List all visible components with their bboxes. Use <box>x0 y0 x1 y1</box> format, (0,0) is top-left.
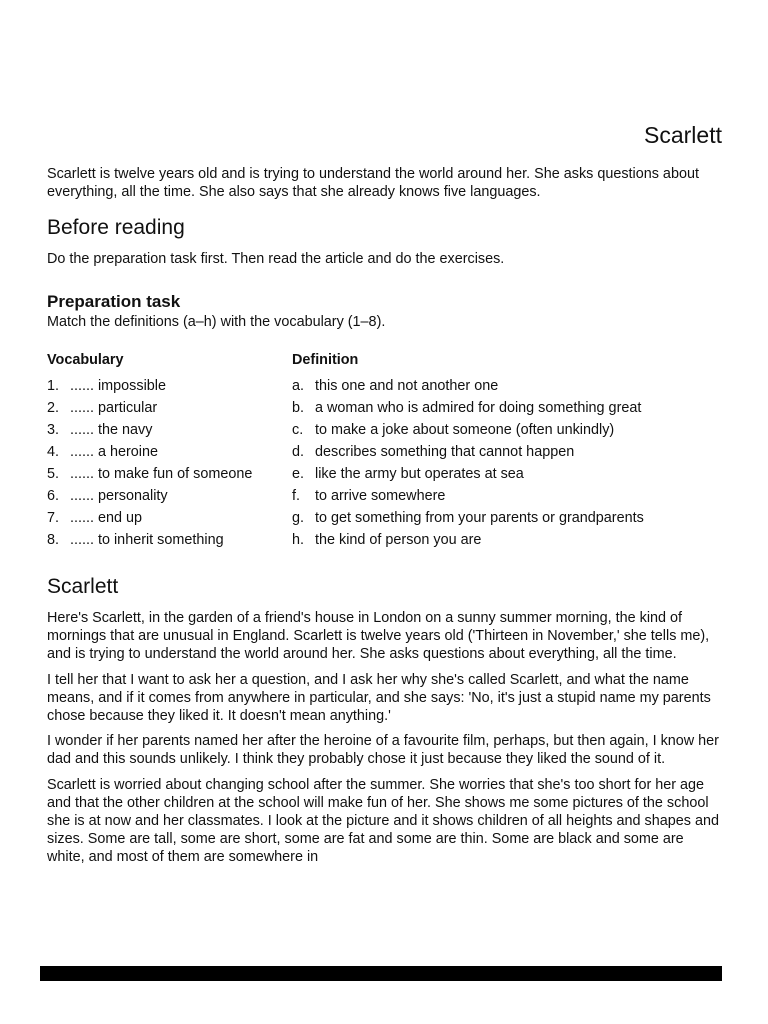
vocab-number: 3. <box>47 422 60 438</box>
vocab-row <box>47 465 722 487</box>
definition-text: the kind of person you are <box>315 532 482 548</box>
article-paragraph: I tell her that I want to ask her a question, and I ask her why she's called Scarlett, and what the name means, and if it comes from anywhere in particular, and she says: 'No, it's just a stupid name my parents chose because they liked it. It doesn't mean anything.' <box>47 671 711 725</box>
intro-paragraph: Scarlett is twelve years old and is trying to understand the world around her. She asks questions about everything, all the time. She also says that she already knows five languages. <box>47 166 699 201</box>
vocab-row <box>47 487 722 509</box>
definition-text: to arrive somewhere <box>315 488 446 504</box>
definition-text: this one and not another one <box>315 378 499 394</box>
vocab-number: 8. <box>47 532 60 548</box>
definition-letter: a. <box>292 378 305 394</box>
definition-text: describes something that cannot happen <box>315 444 575 460</box>
vocab-term: ...... to make fun of someone <box>70 466 253 482</box>
article-heading: Scarlett <box>47 575 119 598</box>
vocab-term: ...... particular <box>70 400 158 416</box>
definition-text: like the army but operates at sea <box>315 466 524 482</box>
vocab-row <box>47 377 722 399</box>
vocabulary-list <box>47 377 722 553</box>
definition-letter: d. <box>292 444 305 460</box>
vocab-term: ...... to inherit something <box>70 532 224 548</box>
definition-letter: b. <box>292 400 305 416</box>
vocab-number: 5. <box>47 466 60 482</box>
definition-letter: e. <box>292 466 305 482</box>
vocab-term: ...... a heroine <box>70 444 158 460</box>
definition-letter: g. <box>292 510 305 526</box>
definition-letter: h. <box>292 532 305 548</box>
vocab-term: ...... personality <box>70 488 168 504</box>
page-title: Scarlett <box>644 122 722 148</box>
vocab-number: 1. <box>47 378 60 394</box>
vocab-number: 6. <box>47 488 60 504</box>
definition-text: to make a joke about someone (often unkindly) <box>315 422 615 438</box>
vocab-term: ...... the navy <box>70 422 153 438</box>
vocab-term: ...... impossible <box>70 378 166 394</box>
before-reading-text: Do the preparation task first. Then read the article and do the exercises. <box>47 251 505 267</box>
vocab-term: ...... end up <box>70 510 143 526</box>
definition-letter: c. <box>292 422 304 438</box>
definition-text: to get something from your parents or grandparents <box>315 510 644 526</box>
vocab-row <box>47 421 722 443</box>
article-paragraph: Scarlett is worried about changing school after the summer. She worries that she's too short for her age and that the other children at the school will make fun of her. She shows me some pictures of the school she is at now and her classmates. I look at the picture and it shows children of all heights and shapes and sizes. Some are tall, some are short, some are fat and some are thin. Some are black and some are white, and most of them are somewhere in <box>47 776 719 866</box>
definition-letter: f. <box>292 488 300 504</box>
before-reading-heading: Before reading <box>47 216 185 239</box>
article-paragraph: I wonder if her parents named her after the heroine of a favourite film, perhaps, but then again, I know her dad and this sounds unlikely. I think they probably chose it just because they liked the sound of it. <box>47 733 719 768</box>
article-paragraph: Here's Scarlett, in the garden of a friend's house in London on a sunny summer morning, the kind of mornings that are unusual in England. Scarlett is twelve years old ('Thirteen in November,' she tells me), and is trying to understand the world around her. She asks questions about everything, all the time. <box>47 610 710 663</box>
vocabulary-column-header: Vocabulary <box>47 352 124 368</box>
vocab-row <box>47 443 722 465</box>
vocab-row <box>47 399 722 421</box>
vocab-number: 4. <box>47 444 60 460</box>
vocab-number: 7. <box>47 510 60 526</box>
vocab-number: 2. <box>47 400 60 416</box>
footer-bar <box>40 966 722 981</box>
vocab-row <box>47 531 722 553</box>
preparation-instruction: Match the definitions (a–h) with the vocabulary (1–8). <box>47 314 386 330</box>
preparation-task-heading: Preparation task <box>47 292 181 311</box>
definition-text: a woman who is admired for doing something great <box>315 400 642 416</box>
vocab-row <box>47 509 722 531</box>
article-body <box>47 609 722 874</box>
definition-column-header: Definition <box>292 352 359 368</box>
